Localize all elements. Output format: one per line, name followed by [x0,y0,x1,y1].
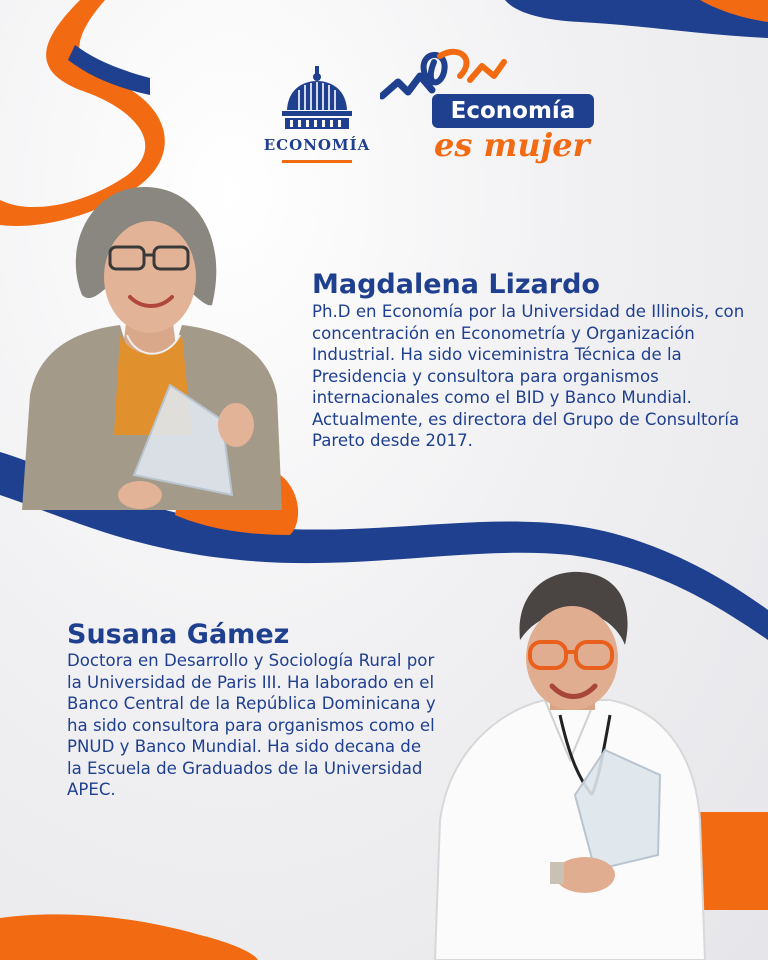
campaign-logo [380,46,600,176]
portrait-photo-2 [420,570,720,960]
ministry-logo [258,66,376,170]
ministry-wordmark: ECONOMÍA [263,136,371,154]
profile-name-1: Magdalena Lizardo [312,269,600,300]
profile-bio-2: Doctora en Desarrollo y Sociología Rural por la Universidad de Paris III. Ha laborado en el Banco Central de la República Dominicana y ha sido consultora para organismos como el PNUD y Banco Mundial. Ha sido decana de la Escuela de Graduados de la Universidad APEC. [67,651,436,799]
portrait-photo-1 [22,185,282,510]
profile-bio-1: Ph.D en Economía por la Universidad de Illinois, con concentración en Econometría y Organización Industrial. Ha sido viceministra Técnica de la Presidencia y consultora para organismos internacionales como el BID y Banco Mundial. Actualmente, es directora del Grupo de Consultoría Pareto desde 2017. [312,302,745,450]
wordmark-underline [282,160,352,163]
campaign-subtitle: es mujer [434,126,590,164]
profile-name-2: Susana Gámez [67,619,290,650]
campaign-title: Economía [432,94,594,128]
dome-icon [258,66,376,134]
